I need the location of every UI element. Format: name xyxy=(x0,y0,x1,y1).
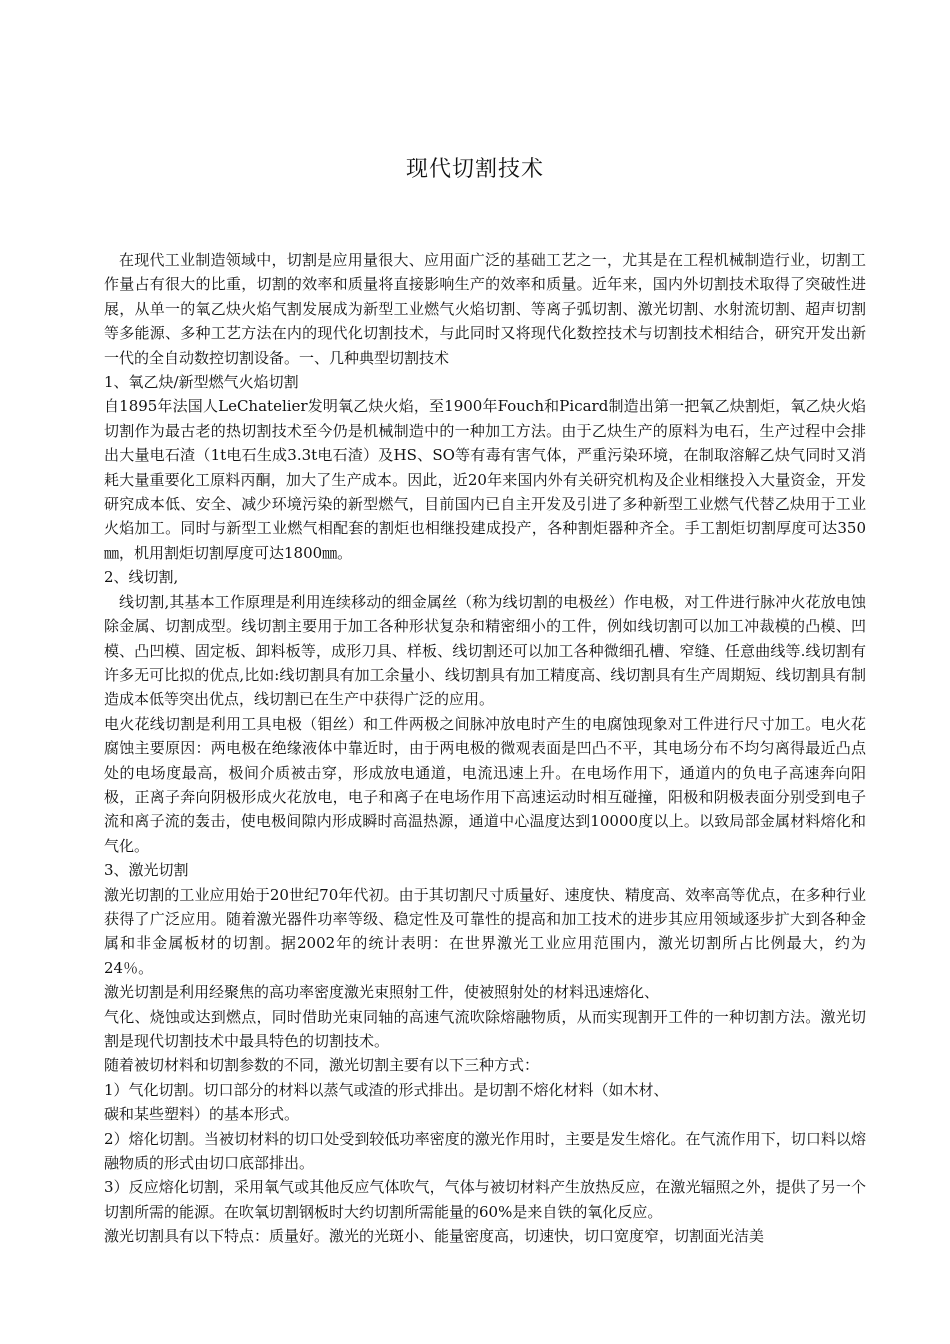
paragraph-laser-mode-1-line1: 1）气化切割。切口部分的材料以蒸气或渣的形式排出。是切割不熔化材料（如木材、 xyxy=(104,1080,669,1099)
paragraph-intro: 在现代工业制造领域中，切割是应用量很大、应用面广泛的基础工艺之一，尤其是在工程机械制造行业，切割工作量占有很大的比重，切割的效率和质量将直接影响生产的效率和质量。近年来，国内外切割技术取得了突破性进展，从单一的氧乙炔火焰气割发展成为新型工业燃气火焰切割、等离子弧切割、激光切割、水射流切割、超声切割等多能源、多种工艺方法在内的现代化切割技术，与此同时又将现代化数控技术与切割技术相结合，研究开发出新一代的全自动数控切割设备。一、几种典型切割技术 xyxy=(104,251,866,367)
paragraph-laser-mode-1-line2: 碳和某些塑料）的基本形式。 xyxy=(104,1105,300,1124)
section-heading-oxyacetylene: 1、氧乙炔/新型燃气火焰切割 xyxy=(104,373,299,392)
paragraph-laser-principle-line1: 激光切割是利用经聚焦的高功率密度激光束照射工件，使被照射处的材料迅速熔化、 xyxy=(104,983,660,1002)
document-title: 现代切割技术 xyxy=(405,157,544,182)
paragraph-oxyacetylene: 自1895年法国人LeChatelier发明氧乙炔火焰，至1900年Fouch和Picard制造出第一把氧乙炔割炬，氧乙炔火焰切割作为最古老的热切割技术至今仍是机械制造中的一种加工方法。由于乙炔生产的原料为电石，生产过程中会排出大量电石渣（1t电石生成3.3t电石渣）及HS、SO等有毒有害气体，严重污染环境，在制取溶解乙炔气同时又消耗大量重要化工原料丙酮，加大了生产成本。因此，近20年来国内外有关研究机构及企业相继投入大量资金，开发研究成本低、安全、减少环境污染的新型燃气，目前国内已自主开发及引进了多种新型工业燃气代替乙炔用于工业火焰加工。同时与新型工业燃气相配套的割炬也相继投建成投产，各种割炬器种齐全。手工割炬切割厚度可达350㎜，机用割炬切割厚度可达1800㎜。 xyxy=(104,397,866,562)
paragraph-laser-history: 激光切割的工业应用始于20世纪70年代初。由于其切割尺寸质量好、速度快、精度高、效率高等优点，在多种行业获得了广泛应用。随着激光器件功率等级、稳定性及可靠性的提高和加工技术的进步其应用领域逐步扩大到各种金属和非金属板材的切割。据2002年的统计表明：在世界激光工业应用范围内，激光切割所占比例最大，约为24％。 xyxy=(104,885,866,977)
paragraph-laser-mode-3: 3）反应熔化切割，采用氧气或其他反应气体吹气，气体与被切材料产生放热反应，在激光辐照之外，提供了另一个切割所需的能源。在吹氧切割钢板时大约切割所需能量的60%是来自铁的氧化反应。 xyxy=(104,1178,866,1221)
document-body xyxy=(104,248,866,1249)
section-heading-laser-cutting: 3、激光切割 xyxy=(104,861,189,880)
paragraph-laser-features: 激光切割具有以下特点：质量好。激光的光斑小、能量密度高，切速快，切口宽度窄，切割面光洁美 xyxy=(104,1227,765,1246)
paragraph-laser-principle-line2: 气化、烧蚀或达到燃点，同时借助光束同轴的高速气流吹除熔融物质，从而实现割开工件的一种切割方法。激光切割是现代切割技术中最具特色的切割技术。 xyxy=(104,1007,866,1050)
paragraph-edm-wire-cutting: 电火花线切割是利用工具电极（钼丝）和工件两极之间脉冲放电时产生的电腐蚀现象对工件进行尺寸加工。电火花腐蚀主要原因：两电极在绝缘液体中靠近时，由于两电极的微观表面是凹凸不平，其电场分布不均匀离得最近凸点处的电场度最高，极间介质被击穿，形成放电通道，电流迅速上升。在电场作用下，通道内的负电子高速奔向阳极，正离子奔向阴极形成火花放电，电子和离子在电场作用下高速运动时相互碰撞，阳极和阴极表面分别受到电子流和离子流的轰击，使电极间隙内形成瞬时高温热源，通道中心温度达到10000度以上。以致局部金属材料熔化和气化。 xyxy=(104,714,866,855)
paragraph-laser-modes-intro: 随着被切材料和切割参数的不同，激光切割主要有以下三种方式： xyxy=(104,1056,540,1075)
paragraph-laser-mode-2: 2）熔化切割。当被切材料的切口处受到较低功率密度的激光作用时，主要是发生熔化。在气流作用下，切口料以熔融物质的形式由切口底部排出。 xyxy=(104,1129,866,1173)
paragraph-wire-cutting: 线切割,其基本工作原理是利用连续移动的细金属丝（称为线切割的电极丝）作电极，对工件进行脉冲火花放电蚀除金属、切割成型。线切割主要用于加工各种形状复杂和精密细小的工件，例如线切割可以加工冲裁模的凸模、凹模、凸凹模、固定板、卸料板等，成形刀具、样板、线切割还可以加工各种微细孔槽、窄缝、任意曲线等.线切割有许多无可比拟的优点,比如:线切割具有加工余量小、线切割具有加工精度高、线切割具有生产周期短、线切割具有制造成本低等突出优点，线切割已在生产中获得广泛的应用。 xyxy=(104,592,866,709)
section-heading-wire-cutting: 2、线切割, xyxy=(104,568,179,587)
